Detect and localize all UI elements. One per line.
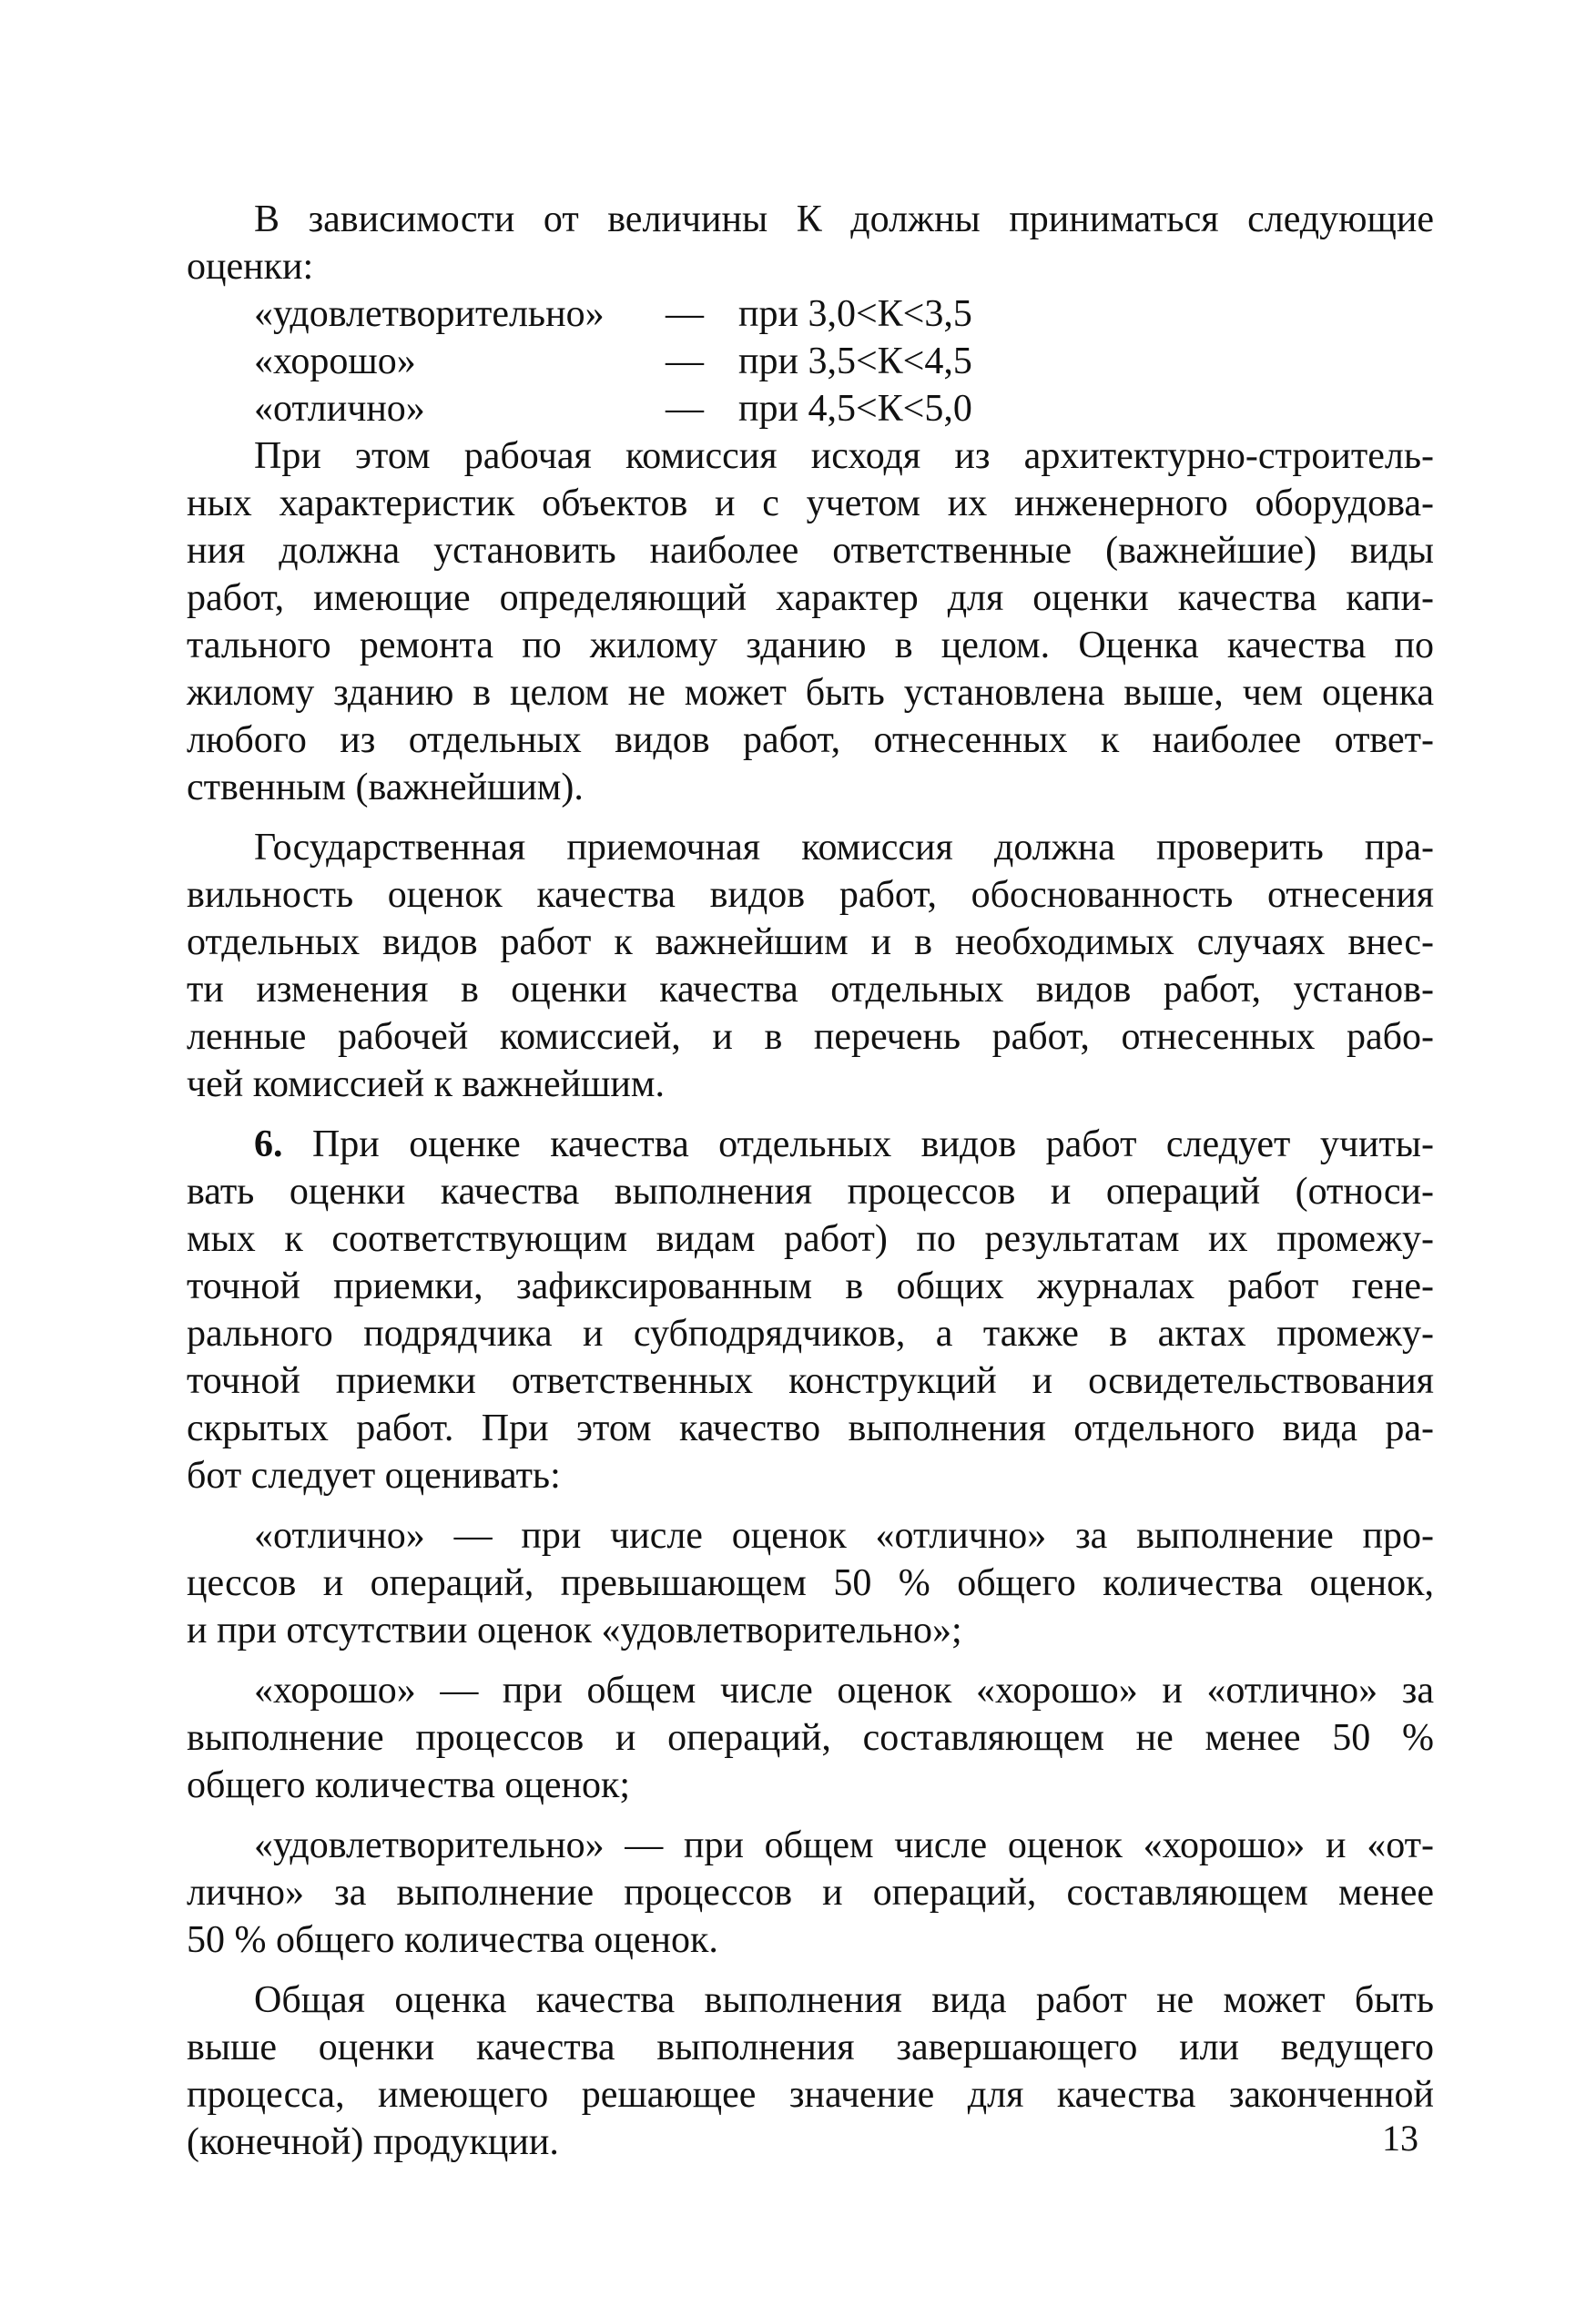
paragraph-line: выше оценки качества выполнения завершающего или ведущего xyxy=(187,2027,1434,2068)
paragraph-line: чей комиссией к важнейшим. xyxy=(187,1063,665,1105)
grade-condition: при 3,0<К<3,5 xyxy=(738,293,972,335)
paragraph-line: ственным (важнейшим). xyxy=(187,767,584,808)
paragraph-line: жилому зданию в целом не может быть установлена выше, чем оценка xyxy=(187,672,1434,714)
paragraph xyxy=(187,824,1434,1108)
paragraph-line: При этом рабочая комиссия исходя из архитектурно-строитель- xyxy=(254,435,1434,477)
paragraph-line: (конечной) продукции. xyxy=(187,2121,559,2163)
paragraph-line: 50 % общего количества оценок. xyxy=(187,1919,718,1961)
paragraph-line: работ, имеющие определяющий характер для оценки качества капи- xyxy=(187,577,1434,619)
paragraph xyxy=(187,1977,1434,2166)
paragraph-line: Государственная приемочная комиссия должна проверить пра- xyxy=(254,827,1434,869)
grade-row xyxy=(187,338,1434,385)
numbered-paragraph xyxy=(187,1121,1434,1499)
paragraph-line: «отлично» — при числе оценок «отлично» за выполнение про- xyxy=(254,1515,1434,1557)
paragraph-line: любого из отдельных видов работ, отнесенных к наиболее ответ- xyxy=(187,719,1434,761)
paragraph-line: ных характеристик объектов и с учетом их инженерного оборудова- xyxy=(187,483,1434,524)
paragraph-line: лично» за выполнение процессов и операций, составляющем менее xyxy=(187,1872,1434,1914)
grade-condition: при 3,5<К<4,5 xyxy=(738,340,972,382)
paragraph-line: цессов и операций, превышающем 50 % общего количества оценок, xyxy=(187,1562,1434,1604)
paragraph-line: «хорошо» — при общем числе оценок «хорошо» и «отлично» за xyxy=(254,1670,1434,1712)
grade-dash: — xyxy=(666,388,704,430)
grade-condition: при 4,5<К<5,0 xyxy=(738,388,972,430)
grade-dash: — xyxy=(666,293,704,335)
paragraph-line: бот следует оценивать: xyxy=(187,1455,561,1497)
paragraph xyxy=(187,1667,1434,1809)
paragraph xyxy=(187,432,1434,811)
document-page xyxy=(187,196,1434,2166)
paragraph-line: процесса, имеющего решающее значение для качества законченной xyxy=(187,2074,1434,2116)
paragraph-line: вильность оценок качества видов работ, обоснованность отнесения xyxy=(187,874,1434,916)
paragraph-line: «удовлетворительно» — при общем числе оценок «хорошо» и «от- xyxy=(254,1824,1434,1866)
page-number: 13 xyxy=(1382,2118,1418,2159)
intro-line-2: оценки: xyxy=(187,246,314,288)
paragraph xyxy=(187,1822,1434,1964)
item-number: 6. xyxy=(254,1123,283,1165)
paragraph-line: вать оценки качества выполнения процессов и операций (относи- xyxy=(187,1171,1434,1213)
paragraph-line: мых к соответствующим видам работ) по результатам их промежу- xyxy=(187,1218,1434,1260)
grade-list xyxy=(187,290,1434,432)
paragraph-line: тального ремонта по жилому зданию в целом. Оценка качества по xyxy=(187,625,1434,666)
paragraph-line: отдельных видов работ к важнейшим и в необходимых случаях внес- xyxy=(187,921,1434,963)
paragraph-line: рального подрядчика и субподрядчиков, а также в актах промежу- xyxy=(187,1313,1434,1355)
paragraph-line: точной приемки ответственных конструкций и освидетельствования xyxy=(187,1360,1434,1402)
paragraph-line: скрытых работ. При этом качество выполнения отдельного вида ра- xyxy=(187,1407,1434,1449)
grade-row xyxy=(187,385,1434,432)
paragraph-line-text: При оценке качества отдельных видов работ следует учиты- xyxy=(311,1123,1435,1165)
paragraph-line xyxy=(187,1121,1434,1168)
grade-name: «хорошо» xyxy=(254,340,416,382)
paragraph-line: ния должна установить наиболее ответственные (важнейшие) виды xyxy=(187,530,1434,572)
grade-name: «отлично» xyxy=(254,388,425,430)
paragraph-line: и при отсутствии оценок «удовлетворительно»; xyxy=(187,1610,962,1651)
paragraph-line: общего количества оценок; xyxy=(187,1764,631,1806)
grade-dash: — xyxy=(666,340,704,382)
intro-line-1: В зависимости от величины К должны приниматься следующие xyxy=(254,198,1434,240)
paragraph xyxy=(187,1512,1434,1654)
paragraph-line: выполнение процессов и операций, составляющем не менее 50 % xyxy=(187,1717,1434,1759)
grade-row xyxy=(187,290,1434,338)
paragraph-line: точной приемки, зафиксированным в общих журналах работ гене- xyxy=(187,1265,1434,1307)
paragraph-line: ти изменения в оценки качества отдельных видов работ, установ- xyxy=(187,969,1434,1011)
grade-name: «удовлетворительно» xyxy=(254,293,605,335)
paragraph-line: Общая оценка качества выполнения вида работ не может быть xyxy=(254,1979,1434,2021)
paragraph-line: ленные рабочей комиссией, и в перечень работ, отнесенных рабо- xyxy=(187,1016,1434,1058)
